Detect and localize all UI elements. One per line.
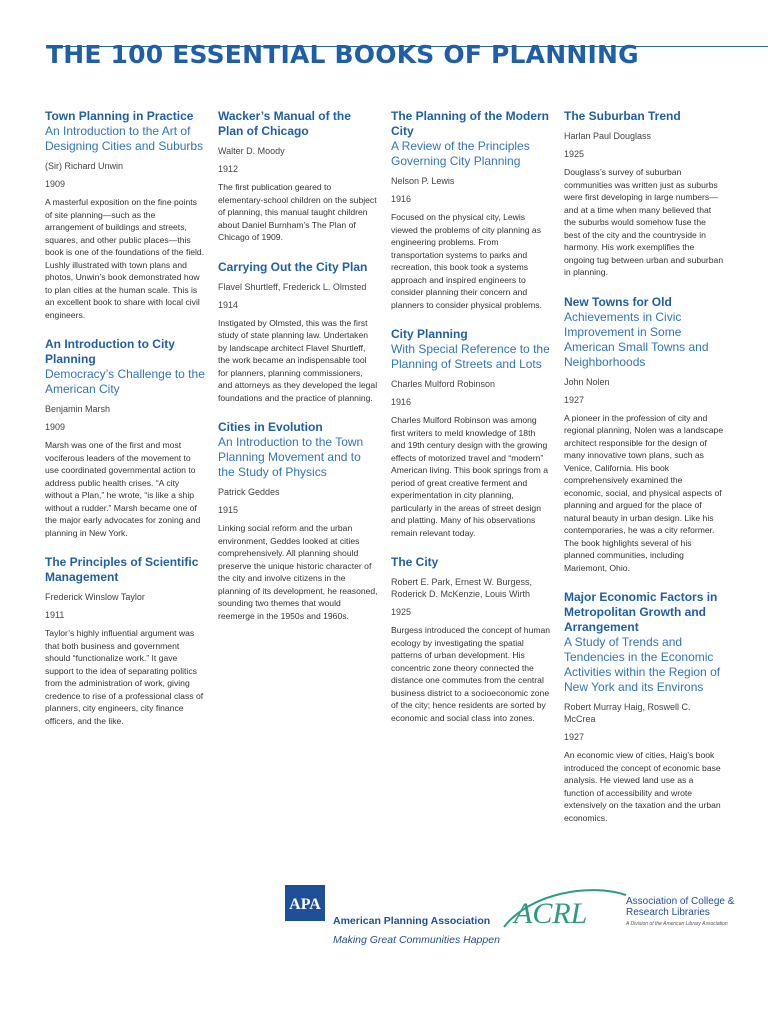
apa-logo <box>285 885 325 921</box>
book-author: Flavel Shurtleff, Frederick L. Olmsted <box>218 281 367 292</box>
book-description: The first publication geared to elementary-school children on the subject of planning, this manual taught children about Daniel Burnham’s The Plan of Chicago of 1909. <box>218 182 377 242</box>
book-title: New Towns for Old <box>564 294 672 309</box>
book-title: Wacker’s Manual of the Plan of Chicago <box>218 109 351 138</box>
book-subtitle: With Special Reference to the Planning of Streets and Lots <box>391 342 550 371</box>
book-year: 1927 <box>564 394 585 405</box>
book-subtitle: A Study of Trends and Tendencies in the Economic Activities within the Region of New York and its Environs <box>564 635 721 694</box>
book-title: Major Economic Factors in Metropolitan Growth and Arrangement <box>564 590 718 634</box>
book-description: Instigated by Olmsted, this was the first study of state planning law. Undertaken by landscape architect Flavel Shurtleff, the work became an indispensable tool for planners, planning commissioners, and attorneys as they developed the legal foundations and the practice of planning. <box>218 317 378 403</box>
book-year: 1916 <box>391 397 412 407</box>
book-description: Taylor’s highly influential argument was that both business and government should “functionalize work.” It gave support to the idea of separating politics from the administration of work, giving credence to rise of a professional class of planners, city engineers, city finance officers, and the like. <box>45 628 204 726</box>
apa-name: American Planning Association <box>333 915 491 927</box>
book-description: Douglass’s survey of suburban communities was written just as suburbs were first developing in large numbers—and at a time when many believed that the suburbs would somehow fuse the best of the city and the countryside in harmony. His work exemplifies the ongoing tug between urban and suburban in planning. <box>564 167 724 277</box>
book-author: Benjamin Marsh <box>45 404 111 414</box>
book-title: Cities in Evolution <box>218 420 323 434</box>
book-subtitle: An Introduction to the Town Planning Movement and to the Study of Physics <box>218 435 364 479</box>
acrl-logo <box>500 885 630 931</box>
book-title: The Suburban Trend <box>564 109 681 123</box>
book-entry <box>391 555 551 724</box>
book-author: Patrick Geddes <box>218 487 280 497</box>
book-author: Walter D. Moody <box>218 146 285 156</box>
book-entry <box>391 109 551 311</box>
column-1 <box>45 109 205 743</box>
book-year: 1925 <box>391 607 412 617</box>
book-description: Charles Mulford Robinson was among first writers to meld knowledge of 18th and 19th century design with the growing effects of motorized travel and “modern” American living. This book springs from a period of great creative ferment and experimentation in city planning, particularly in the areas of street design and platting. Many of his observations remain relevant today. <box>391 415 548 538</box>
book-description: Marsh was one of the first and most vociferous leaders of the movement to use coordinated governmental action to address public health crises. “A city without a Plan,” he wrote, “is like a ship without a rudder.” Marsh became one of the major early advocates for zoning and planning in New York. <box>45 440 201 538</box>
book-entry <box>218 109 378 244</box>
acrl-name: Association of College & Research Libraries <box>626 896 735 918</box>
book-author: Robert E. Park, Ernest W. Burgess, Roderick D. McKenzie, Louis Wirth <box>391 577 533 599</box>
book-entry <box>218 420 378 622</box>
book-title: The Planning of the Modern City <box>391 109 549 138</box>
book-author: Charles Mulford Robinson <box>391 379 496 389</box>
book-entry <box>564 590 724 824</box>
book-subtitle: Achievements in Civic Improvement in Some American Small Towns and Neighborhoods <box>564 309 709 369</box>
acrl-division: A Division of the American Library Association <box>626 921 728 927</box>
book-year: 1927 <box>564 732 585 742</box>
book-subtitle: Democracy’s Challenge to the American City <box>45 367 205 396</box>
svg-text:ACRL: ACRL <box>514 897 588 930</box>
book-entry <box>45 109 205 321</box>
column-3 <box>391 109 551 740</box>
book-description: Burgess introduced the concept of human ecology by investigating the spatial patterns of urban development. His concentric zone theory connected the distance one commutes from the central business district to a socioeconomic zone of the city; hence residents are sorted by economic and social class into zones. <box>391 625 551 723</box>
book-year: 1914 <box>218 299 239 310</box>
book-title: The Principles of Scientific Management <box>45 555 199 584</box>
book-year: 1909 <box>45 179 66 189</box>
book-author: Frederick Winslow Taylor <box>45 592 145 602</box>
book-year: 1915 <box>218 505 239 515</box>
column-2 <box>218 109 378 638</box>
book-title: City Planning <box>391 327 468 341</box>
book-author: (Sir) Richard Unwin <box>45 161 124 171</box>
book-year: 1911 <box>45 610 65 620</box>
book-entry <box>45 555 205 727</box>
column-4 <box>564 109 724 840</box>
book-title: The City <box>391 555 439 569</box>
book-subtitle: An Introduction to the Art of Designing Cities and Suburbs <box>45 124 204 153</box>
page-title: THE 100 ESSENTIAL BOOKS OF PLANNING <box>46 40 639 69</box>
book-entry <box>391 327 551 539</box>
book-description: Focused on the physical city, Lewis viewed the problems of city planning as engineering problems. From transportation systems to parks and recreation, this book took a systems approach and inspired engineers to consider planning their concern and planners to consider physical problems. <box>391 212 542 310</box>
svg-text:APA: APA <box>289 896 321 913</box>
book-year: 1909 <box>45 422 66 432</box>
book-title: Town Planning in Practice <box>45 109 194 123</box>
book-year: 1925 <box>564 149 585 159</box>
book-author: John Nolen <box>564 376 610 387</box>
book-entry <box>564 295 724 575</box>
book-description: A pioneer in the profession of city and regional planning, Nolen was a landscape architect responsible for the design of many innovative town plans, such as Venice, California. His book comprehensively examined the economic, social, and physical aspects of planning and argued for the place of natural beauty in urban design. Like his contemporaries, he was a city reformer. The book highlights several of his planned communities, including Mariemont, Ohio. <box>564 412 724 573</box>
book-description: An economic view of cities, Haig’s book introduced the concept of economic base analysis. He viewed land use as a function of accessibility and wrote extensively on the taxation and the urban economics. <box>564 750 721 823</box>
book-year: 1916 <box>391 194 412 204</box>
book-description: Linking social reform and the urban environment, Geddes looked at cities comprehensively. All planning should preserve the unique historic character of the city and involve citizens in the planning of its development, he reasoned, sounding two themes that would reemerge in the 1950s and 1960s. <box>218 523 378 621</box>
book-entry <box>564 109 724 279</box>
book-subtitle: A Review of the Principles Governing City Planning <box>391 139 530 168</box>
book-description: A masterful exposition on the fine points of site planning—such as the arrangement of buildings and streets, squares, and other public places—this book is one of the foundations of the field. Lushly illustrated with town plans and photos, Unwin’s book demonstrated how to plan cities at the human scale. This is an excellent book to share with local civil engineers. <box>45 197 205 320</box>
book-title: Carrying Out the City Plan <box>218 259 368 274</box>
book-author: Nelson P. Lewis <box>391 176 455 186</box>
book-author: Robert Murray Haig, Roswell C. McCrea <box>564 702 691 724</box>
book-entry <box>45 337 205 539</box>
book-entry <box>218 260 378 405</box>
book-title: An Introduction to City Planning <box>45 337 175 366</box>
book-author: Harlan Paul Douglass <box>564 131 652 141</box>
apa-tagline: Making Great Communities Happen <box>333 934 500 946</box>
book-year: 1912 <box>218 164 239 174</box>
